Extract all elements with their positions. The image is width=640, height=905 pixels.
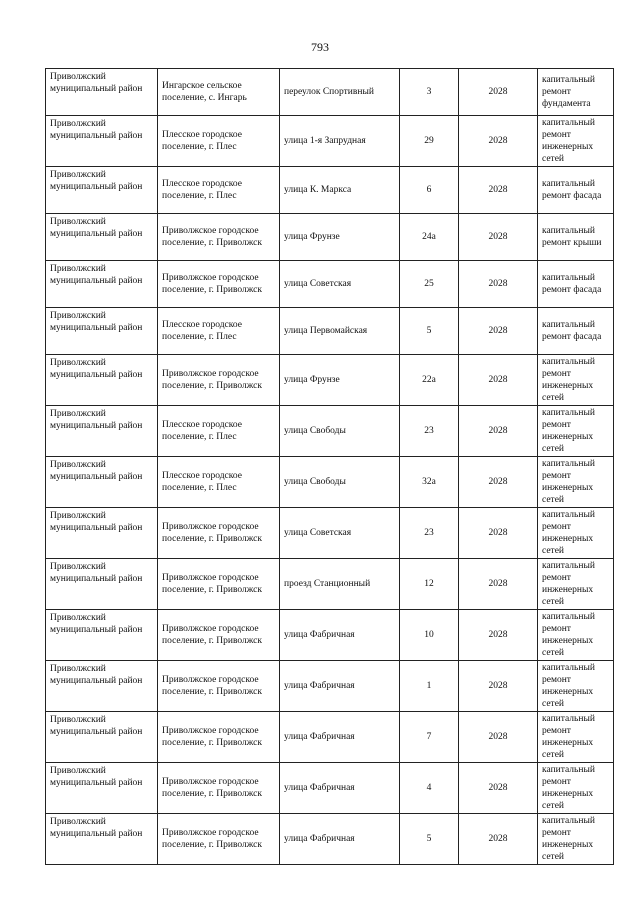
table-row [46,116,614,167]
house-number-cell: 23 [400,406,459,457]
house-number-cell: 23 [400,508,459,559]
settlement-cell: Плесское городское поселение, г. Плес [158,308,280,355]
year-cell: 2028 [459,610,538,661]
street-cell: улица К. Маркса [280,167,400,214]
district-cell: Приволжский муниципальный район [46,261,158,308]
house-number-cell: 24а [400,214,459,261]
house-number-cell: 3 [400,69,459,116]
year-cell: 2028 [459,167,538,214]
table-row [46,214,614,261]
table-row [46,610,614,661]
district-cell: Приволжский муниципальный район [46,116,158,167]
street-cell: улица Свободы [280,406,400,457]
year-cell: 2028 [459,406,538,457]
settlement-cell: Плесское городское поселение, г. Плес [158,167,280,214]
work-type-cell: капитальный ремонт инженерных сетей [538,355,614,406]
work-type-cell: капитальный ремонт фундамента [538,69,614,116]
house-number-cell: 1 [400,661,459,712]
work-type-cell: капитальный ремонт инженерных сетей [538,610,614,661]
settlement-cell: Приволжское городское поселение, г. Приволжск [158,814,280,865]
settlement-cell: Приволжское городское поселение, г. Приволжск [158,355,280,406]
work-type-cell: капитальный ремонт инженерных сетей [538,406,614,457]
district-cell: Приволжский муниципальный район [46,167,158,214]
work-type-cell: капитальный ремонт инженерных сетей [538,559,614,610]
district-cell: Приволжский муниципальный район [46,406,158,457]
year-cell: 2028 [459,559,538,610]
table-row [46,457,614,508]
table-row [46,559,614,610]
work-type-cell: капитальный ремонт фасада [538,308,614,355]
street-cell: улица Первомайская [280,308,400,355]
settlement-cell: Плесское городское поселение, г. Плес [158,457,280,508]
table-row [46,167,614,214]
house-number-cell: 5 [400,308,459,355]
table-row [46,261,614,308]
district-cell: Приволжский муниципальный район [46,763,158,814]
settlement-cell: Приволжское городское поселение, г. Приволжск [158,559,280,610]
work-type-cell: капитальный ремонт фасада [538,261,614,308]
work-type-cell: капитальный ремонт крыши [538,214,614,261]
settlement-cell: Приволжское городское поселение, г. Приволжск [158,214,280,261]
district-cell: Приволжский муниципальный район [46,559,158,610]
house-number-cell: 29 [400,116,459,167]
year-cell: 2028 [459,214,538,261]
table-row [46,355,614,406]
district-cell: Приволжский муниципальный район [46,355,158,406]
district-cell: Приволжский муниципальный район [46,712,158,763]
work-type-cell: капитальный ремонт инженерных сетей [538,661,614,712]
street-cell: улица Фрунзе [280,355,400,406]
page-number: 793 [311,40,329,54]
street-cell: улица Советская [280,261,400,308]
table-row [46,661,614,712]
table-row [46,508,614,559]
year-cell: 2028 [459,69,538,116]
registry-table [45,68,614,865]
house-number-cell: 12 [400,559,459,610]
street-cell: улица Свободы [280,457,400,508]
year-cell: 2028 [459,814,538,865]
house-number-cell: 10 [400,610,459,661]
work-type-cell: капитальный ремонт инженерных сетей [538,763,614,814]
table-row [46,814,614,865]
table-row [46,308,614,355]
work-type-cell: капитальный ремонт инженерных сетей [538,457,614,508]
house-number-cell: 6 [400,167,459,214]
street-cell: улица Фабричная [280,661,400,712]
settlement-cell: Ингарское сельское поселение, с. Ингарь [158,69,280,116]
settlement-cell: Плесское городское поселение, г. Плес [158,406,280,457]
work-type-cell: капитальный ремонт инженерных сетей [538,116,614,167]
house-number-cell: 22а [400,355,459,406]
house-number-cell: 25 [400,261,459,308]
house-number-cell: 7 [400,712,459,763]
district-cell: Приволжский муниципальный район [46,814,158,865]
settlement-cell: Приволжское городское поселение, г. Приволжск [158,508,280,559]
year-cell: 2028 [459,661,538,712]
year-cell: 2028 [459,508,538,559]
work-type-cell: капитальный ремонт фасада [538,167,614,214]
year-cell: 2028 [459,261,538,308]
district-cell: Приволжский муниципальный район [46,457,158,508]
work-type-cell: капитальный ремонт инженерных сетей [538,508,614,559]
table-row [46,763,614,814]
house-number-cell: 5 [400,814,459,865]
year-cell: 2028 [459,116,538,167]
street-cell: улица Советская [280,508,400,559]
district-cell: Приволжский муниципальный район [46,214,158,261]
settlement-cell: Плесское городское поселение, г. Плес [158,116,280,167]
street-cell: улица Фрунзе [280,214,400,261]
house-number-cell: 32а [400,457,459,508]
street-cell: улица Фабричная [280,814,400,865]
street-cell: улица Фабричная [280,610,400,661]
street-cell: улица Фабричная [280,763,400,814]
year-cell: 2028 [459,763,538,814]
settlement-cell: Приволжское городское поселение, г. Приволжск [158,610,280,661]
settlement-cell: Приволжское городское поселение, г. Приволжск [158,661,280,712]
district-cell: Приволжский муниципальный район [46,69,158,116]
district-cell: Приволжский муниципальный район [46,661,158,712]
work-type-cell: капитальный ремонт инженерных сетей [538,712,614,763]
table-row [46,69,614,116]
year-cell: 2028 [459,457,538,508]
street-cell: улица Фабричная [280,712,400,763]
district-cell: Приволжский муниципальный район [46,508,158,559]
house-number-cell: 4 [400,763,459,814]
year-cell: 2028 [459,308,538,355]
table-row [46,712,614,763]
registry-table-body [46,69,614,865]
year-cell: 2028 [459,712,538,763]
settlement-cell: Приволжское городское поселение, г. Приволжск [158,712,280,763]
district-cell: Приволжский муниципальный район [46,308,158,355]
street-cell: проезд Станционный [280,559,400,610]
district-cell: Приволжский муниципальный район [46,610,158,661]
year-cell: 2028 [459,355,538,406]
table-row [46,406,614,457]
work-type-cell: капитальный ремонт инженерных сетей [538,814,614,865]
street-cell: переулок Спортивный [280,69,400,116]
settlement-cell: Приволжское городское поселение, г. Приволжск [158,763,280,814]
settlement-cell: Приволжское городское поселение, г. Приволжск [158,261,280,308]
street-cell: улица 1-я Запрудная [280,116,400,167]
